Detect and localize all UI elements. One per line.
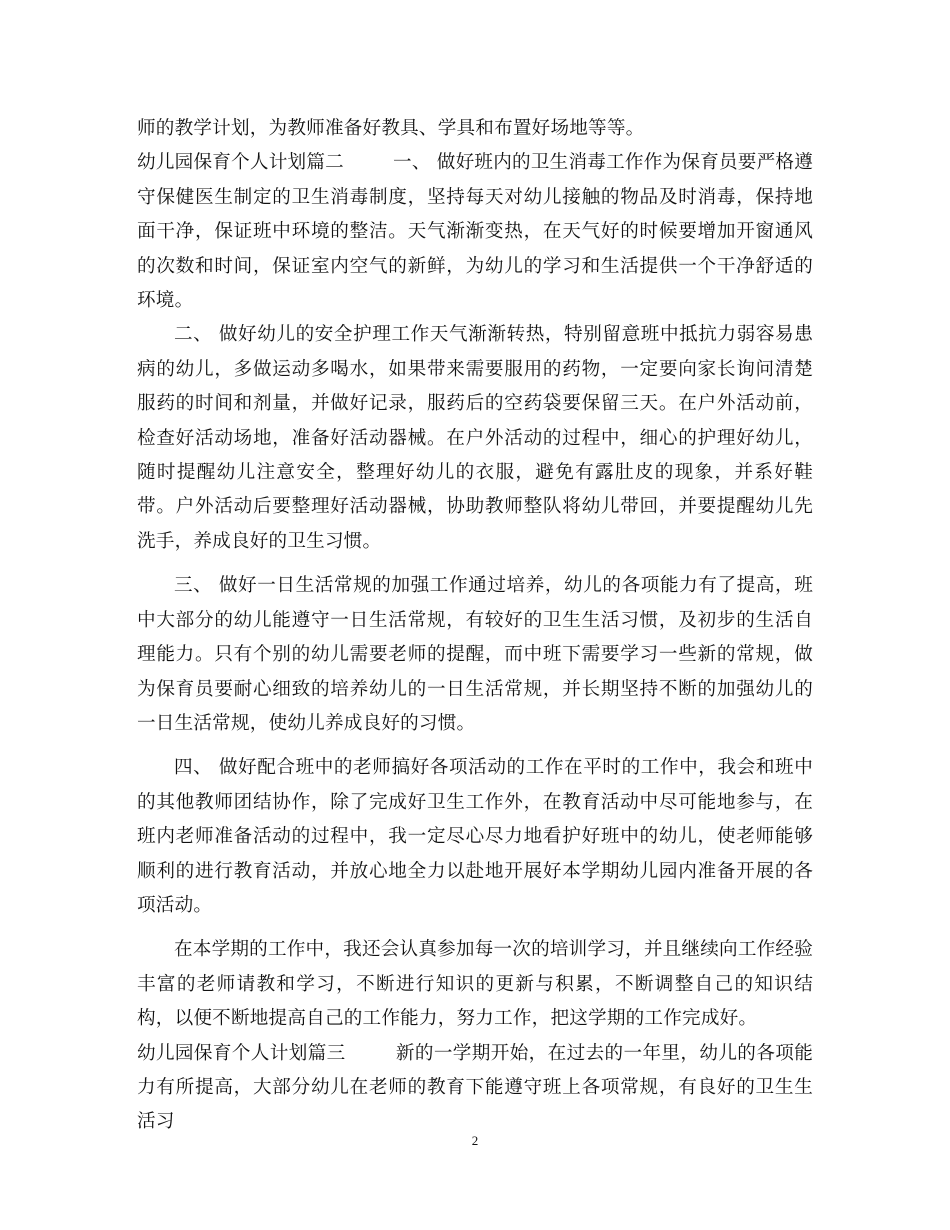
paragraph-section-two [137, 146, 813, 318]
document-body [137, 112, 813, 1140]
section-two-item-one: 一、 做好班内的卫生消毒工作作为保育员要严格遵守保健医生制定的卫生消毒制度，坚持每天对幼儿接触的物品及时消毒，保持地面干净，保证班中环境的整洁。天气渐渐变热，在天气好的时候要增加开窗通风的次数和时间，保证室内空气的新鲜，为幼儿的学习和生活提供一个干净舒适的环境。 [137, 152, 814, 312]
paragraph-continuation: 师的教学计划，为教师准备好教具、学具和布置好场地等等。 [137, 118, 645, 139]
paragraph-item-four: 四、 做好配合班中的老师搞好各项活动的工作在平时的工作中，我会和班中的其他教师团结协作，除了完成好卫生工作外，在教育活动中尽可能地参与，在班内老师准备活动的过程中，我一定尽心尽力地看护好班中的幼儿，使老师能够顺利的进行教育活动，并放心地全力以赴地开展好本学期幼儿园内准备开展的各项活动。 [137, 757, 813, 916]
paragraph-item-two: 二、 做好幼儿的安全护理工作天气渐渐转热，特别留意班中抵抗力弱容易患病的幼儿，多做运动多喝水，如果带来需要服用的药物，一定要向家长询问清楚服药的时间和剂量，并做好记录，服药后的空药袋要保留三天。在户外活动前，检查好活动场地，准备好活动器械。在户外活动的过程中，细心的护理好幼儿，随时提醒幼儿注意安全，整理好幼儿的衣服，避免有露肚皮的现象，并系好鞋带。户外活动后要整理好活动器械，协助教师整队将幼儿带回，并要提醒幼儿先洗手，养成良好的卫生习惯。 [137, 324, 813, 552]
page-number: 2 [471, 1133, 479, 1148]
section-heading-two: 幼儿园保育个人计划篇二 [137, 152, 344, 174]
section-heading-three: 幼儿园保育个人计划篇三 [137, 1042, 346, 1064]
paragraph-summary: 在本学期的工作中，我还会认真参加每一次的培训学习，并且继续向工作经验丰富的老师请教和学习，不断进行知识的更新与积累，不断调整自己的知识结构，以便不断地提高自己的工作能力，努力工作，把这学期的工作完成好。 [137, 939, 813, 1030]
paragraph-section-three [137, 1037, 813, 1140]
paragraph-item-three: 三、 做好一日生活常规的加强工作通过培养，幼儿的各项能力有了提高，班中大部分的幼儿能遵守一日生活常规，有较好的卫生生活习惯，及初步的生活自理能力。只有个别的幼儿需要老师的提醒，而中班下需要学习一些新的常规，做为保育员要耐心细致的培养幼儿的一日生活常规，并长期坚持不断的加强幼儿的一日生活常规，使幼儿养成良好的习惯。 [137, 575, 813, 734]
section-three-text: 新的一学期开始，在过去的一年里，幼儿的各项能力有所提高，大部分幼儿在老师的教育下能遵守班上各项常规，有良好的卫生生活习 [137, 1042, 813, 1133]
